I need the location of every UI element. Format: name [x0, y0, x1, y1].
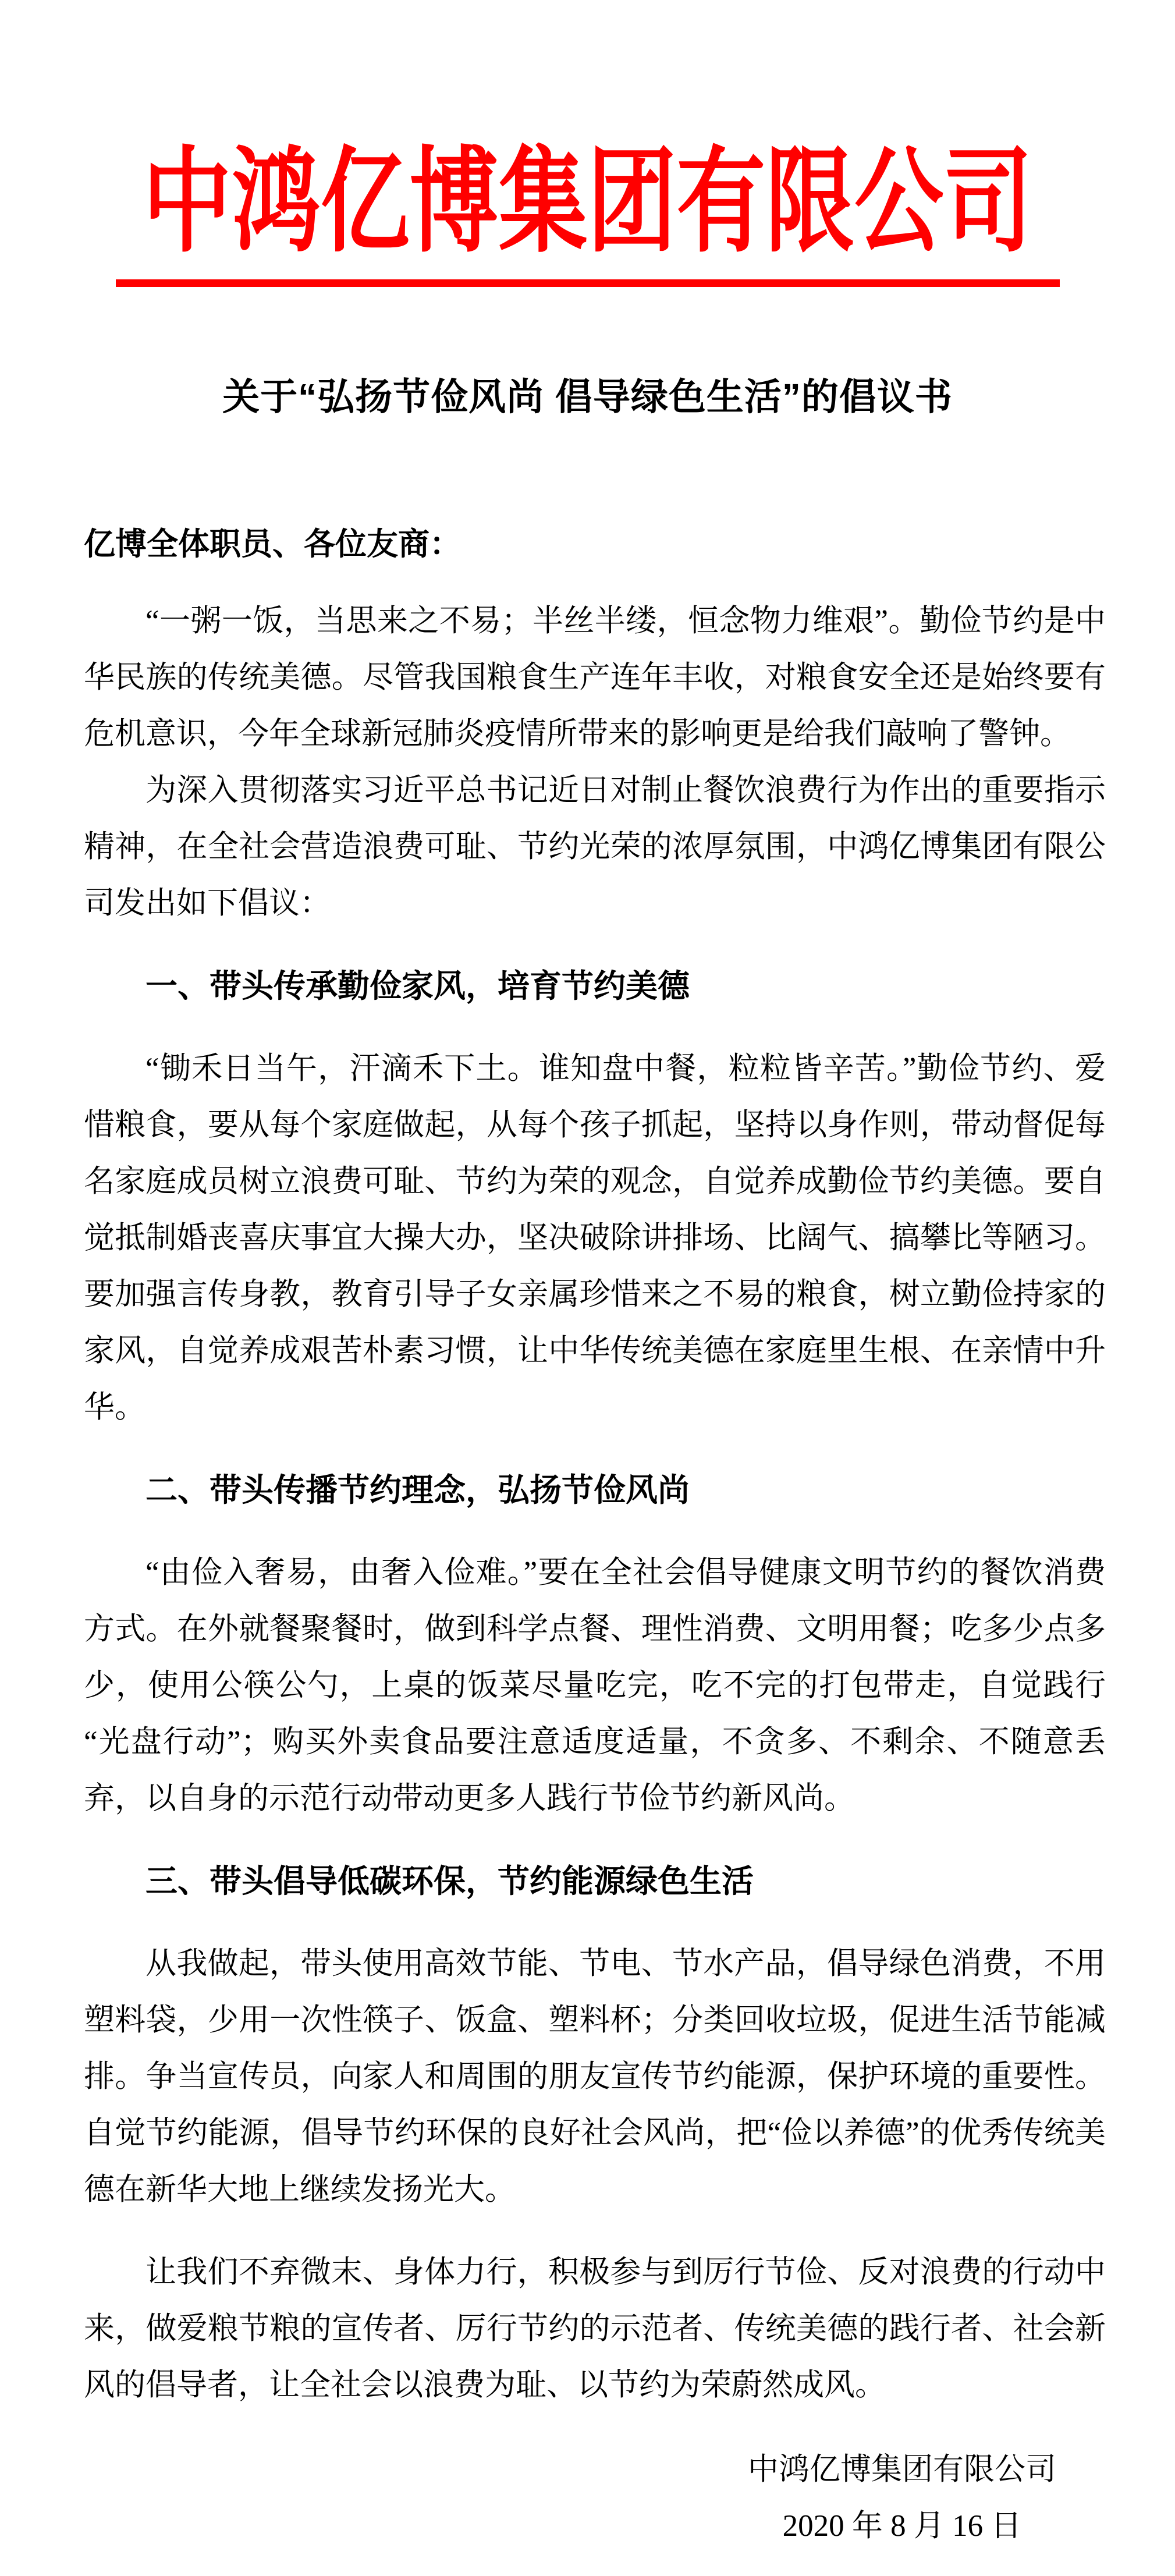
section-2-body: “由俭入奢易，由奢入俭难。”要在全社会倡导健康文明节约的餐饮消费方式。在外就餐聚餐时，做到科学点餐、理性消费、文明用餐；吃多少点多少，使用公筷公勺，上桌的饭菜尽量吃完，吃不完的打包带走，自觉践行“光盘行动”；购买外卖食品要注意适度适量，不贪多、不剩余、不随意丢弃，以自身的示范行动带动更多人践行节俭节约新风尚。	[84, 1556, 1106, 1815]
letterhead-divider-rule	[116, 279, 1060, 287]
intro-paragraph-1: “一粥一饭，当思来之不易；半丝半缕，恒念物力维艰”。勤俭节约是中华民族的传统美德。尽管我国粮食生产连年丰收，对粮食安全还是始终要有危机意识，今年全球新冠肺炎疫情所带来的影响更是给我们敲响了警钟。	[84, 604, 1106, 751]
signature-inner	[748, 2442, 1056, 2554]
company-letterhead-title: 中鸿亿博集团有限公司	[143, 140, 1032, 266]
intro-paragraph-2: 为深入贯彻落实习近平总书记近日对制止餐饮浪费行为作出的重要指示精神，在全社会营造浪费可耻、节约光荣的浓厚氛围，中鸿亿博集团有限公司发出如下倡议：	[84, 773, 1106, 920]
document-body	[0, 516, 1175, 2554]
section-3-heading: 三、带头倡导低碳环保，节约能源绿色生活	[145, 1863, 754, 1899]
section-1-heading: 一、带头传承勤俭家风，培育节约美德	[145, 968, 690, 1004]
section-1-body: “锄禾日当午，汗滴禾下土。谁知盘中餐，粒粒皆辛苦。”勤俭节约、爱惜粮食，要从每个家庭做起，从每个孩子抓起，坚持以身作则，带动督促每名家庭成员树立浪费可耻、节约为荣的观念，自觉养成勤俭节约美德。要自觉抵制婚丧喜庆事宜大操大办，坚决破除讲排场、比阔气、搞攀比等陋习。要加强言传身教，教育引导子女亲属珍惜来之不易的粮食，树立勤俭持家的家风，自觉养成艰苦朴素习惯，让中华传统美德在家庭里生根、在亲情中升华。	[84, 1052, 1106, 1424]
signature-date: 2020 年 8 月 16 日	[782, 2509, 1022, 2543]
signature-company: 中鸿亿博集团有限公司	[748, 2453, 1056, 2486]
salutation: 亿博全体职员、各位友商：	[84, 527, 461, 562]
closing-paragraph: 让我们不弃微末、身体力行，积极参与到厉行节俭、反对浪费的行动中来，做爱粮节粮的宣传者、厉行节约的示范者、传统美德的践行者、社会新风的倡导者，让全社会以浪费为耻、以节约为荣蔚然成风。	[84, 2255, 1106, 2402]
signature-block	[84, 2442, 1106, 2554]
section-3-body: 从我做起，带头使用高效节能、节电、节水产品，倡导绿色消费，不用塑料袋，少用一次性筷子、饭盒、塑料杯；分类回收垃圾，促进生活节能减排。争当宣传员，向家人和周围的朋友宣传节约能源，保护环境的重要性。自觉节约能源，倡导节约环保的良好社会风尚，把“俭以养德”的优秀传统美德在新华大地上继续发扬光大。	[84, 1947, 1106, 2206]
document-title: 关于“弘扬节俭风尚 倡导绿色生活”的倡议书	[222, 376, 953, 418]
section-2-heading: 二、带头传播节约理念，弘扬节俭风尚	[145, 1472, 690, 1508]
